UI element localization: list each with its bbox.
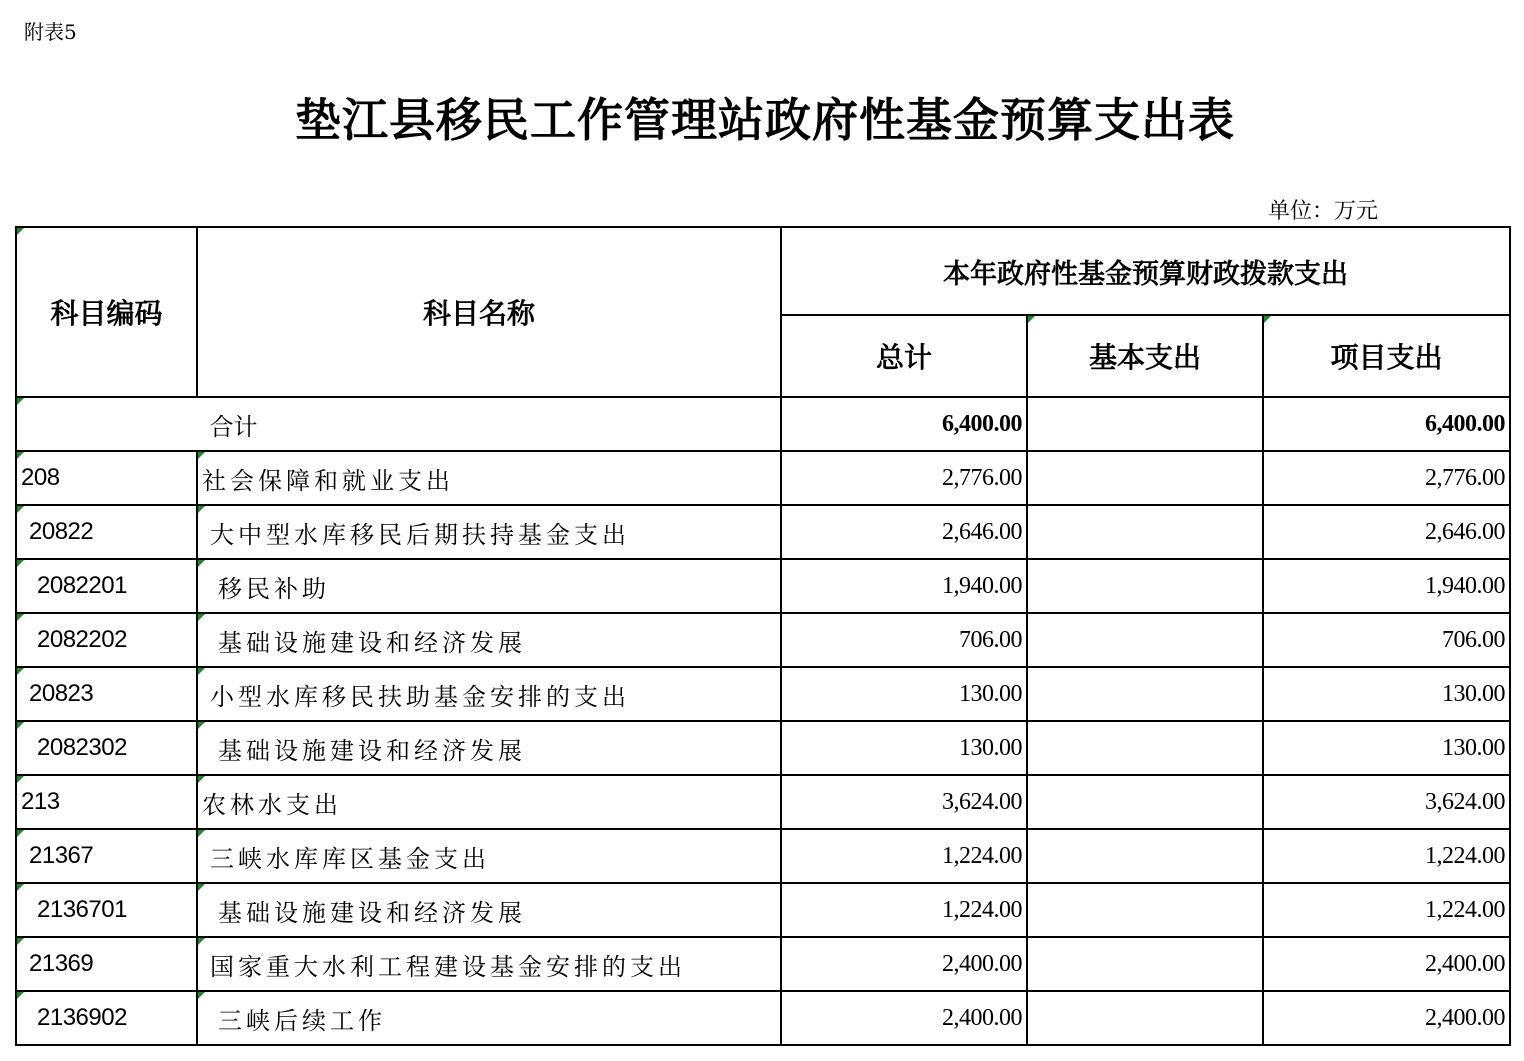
table-row	[16, 721, 1510, 775]
row-project: 2,776.00	[1263, 451, 1510, 505]
table-row	[16, 667, 1510, 721]
row-total: 706.00	[781, 613, 1027, 667]
row-basic	[1027, 937, 1263, 991]
row-total: 1,940.00	[781, 559, 1027, 613]
row-basic	[1027, 505, 1263, 559]
row-code: 2082202	[16, 613, 197, 667]
row-code: 21369	[16, 937, 197, 991]
row-code: 21367	[16, 829, 197, 883]
table-row	[16, 991, 1510, 1045]
row-basic	[1027, 991, 1263, 1045]
row-project: 2,400.00	[1263, 937, 1510, 991]
row-project: 1,224.00	[1263, 883, 1510, 937]
row-code: 20822	[16, 505, 197, 559]
header-basic: 基本支出	[1027, 315, 1263, 397]
row-code: 2136902	[16, 991, 197, 1045]
row-total: 2,646.00	[781, 505, 1027, 559]
row-project: 1,224.00	[1263, 829, 1510, 883]
row-name: 国家重大水利工程建设基金安排的支出	[197, 937, 781, 991]
table-row	[16, 775, 1510, 829]
row-basic	[1027, 451, 1263, 505]
row-name: 农林水支出	[197, 775, 781, 829]
row-total: 130.00	[781, 721, 1027, 775]
table-row	[16, 937, 1510, 991]
row-basic	[1027, 829, 1263, 883]
row-code: 20823	[16, 667, 197, 721]
row-code: 2082201	[16, 559, 197, 613]
row-name: 三峡水库库区基金支出	[197, 829, 781, 883]
row-basic	[1027, 613, 1263, 667]
row-name: 大中型水库移民后期扶持基金支出	[197, 505, 781, 559]
table-row	[16, 559, 1510, 613]
page-title: 垫江县移民工作管理站政府性基金预算支出表	[295, 93, 1235, 147]
row-project: 2,400.00	[1263, 991, 1510, 1045]
row-total: 2,776.00	[781, 451, 1027, 505]
row-code: 213	[16, 775, 197, 829]
row-project: 3,624.00	[1263, 775, 1510, 829]
appendix-label: 附表5	[24, 20, 77, 44]
total-total: 6,400.00	[781, 397, 1027, 451]
row-name: 社会保障和就业支出	[197, 451, 781, 505]
header-project: 项目支出	[1263, 315, 1510, 397]
row-name: 三峡后续工作	[197, 991, 781, 1045]
table-row	[16, 829, 1510, 883]
total-label: 合计	[16, 397, 781, 451]
row-code: 2082302	[16, 721, 197, 775]
row-project: 1,940.00	[1263, 559, 1510, 613]
row-total: 2,400.00	[781, 937, 1027, 991]
header-total: 总计	[781, 315, 1027, 397]
total-row	[16, 397, 1510, 451]
row-project: 130.00	[1263, 721, 1510, 775]
row-name: 基础设施建设和经济发展	[197, 613, 781, 667]
row-name: 基础设施建设和经济发展	[197, 883, 781, 937]
row-project: 706.00	[1263, 613, 1510, 667]
row-total: 2,400.00	[781, 991, 1027, 1045]
row-name: 基础设施建设和经济发展	[197, 721, 781, 775]
row-name: 移民补助	[197, 559, 781, 613]
table-row	[16, 451, 1510, 505]
total-project: 6,400.00	[1263, 397, 1510, 451]
row-basic	[1027, 559, 1263, 613]
budget-table	[15, 226, 1511, 1046]
header-group: 本年政府性基金预算财政拨款支出	[781, 227, 1510, 315]
header-code: 科目编码	[16, 227, 197, 397]
total-basic	[1027, 397, 1263, 451]
table-row	[16, 505, 1510, 559]
row-basic	[1027, 667, 1263, 721]
table-row	[16, 883, 1510, 937]
row-total: 130.00	[781, 667, 1027, 721]
row-project: 130.00	[1263, 667, 1510, 721]
row-basic	[1027, 775, 1263, 829]
row-total: 3,624.00	[781, 775, 1027, 829]
table-row	[16, 613, 1510, 667]
row-project: 2,646.00	[1263, 505, 1510, 559]
header-row-1	[16, 227, 1510, 315]
row-code: 208	[16, 451, 197, 505]
row-code: 2136701	[16, 883, 197, 937]
row-total: 1,224.00	[781, 883, 1027, 937]
unit-label: 单位：万元	[1268, 199, 1379, 224]
row-basic	[1027, 883, 1263, 937]
row-total: 1,224.00	[781, 829, 1027, 883]
header-name: 科目名称	[197, 227, 781, 397]
row-name: 小型水库移民扶助基金安排的支出	[197, 667, 781, 721]
row-basic	[1027, 721, 1263, 775]
